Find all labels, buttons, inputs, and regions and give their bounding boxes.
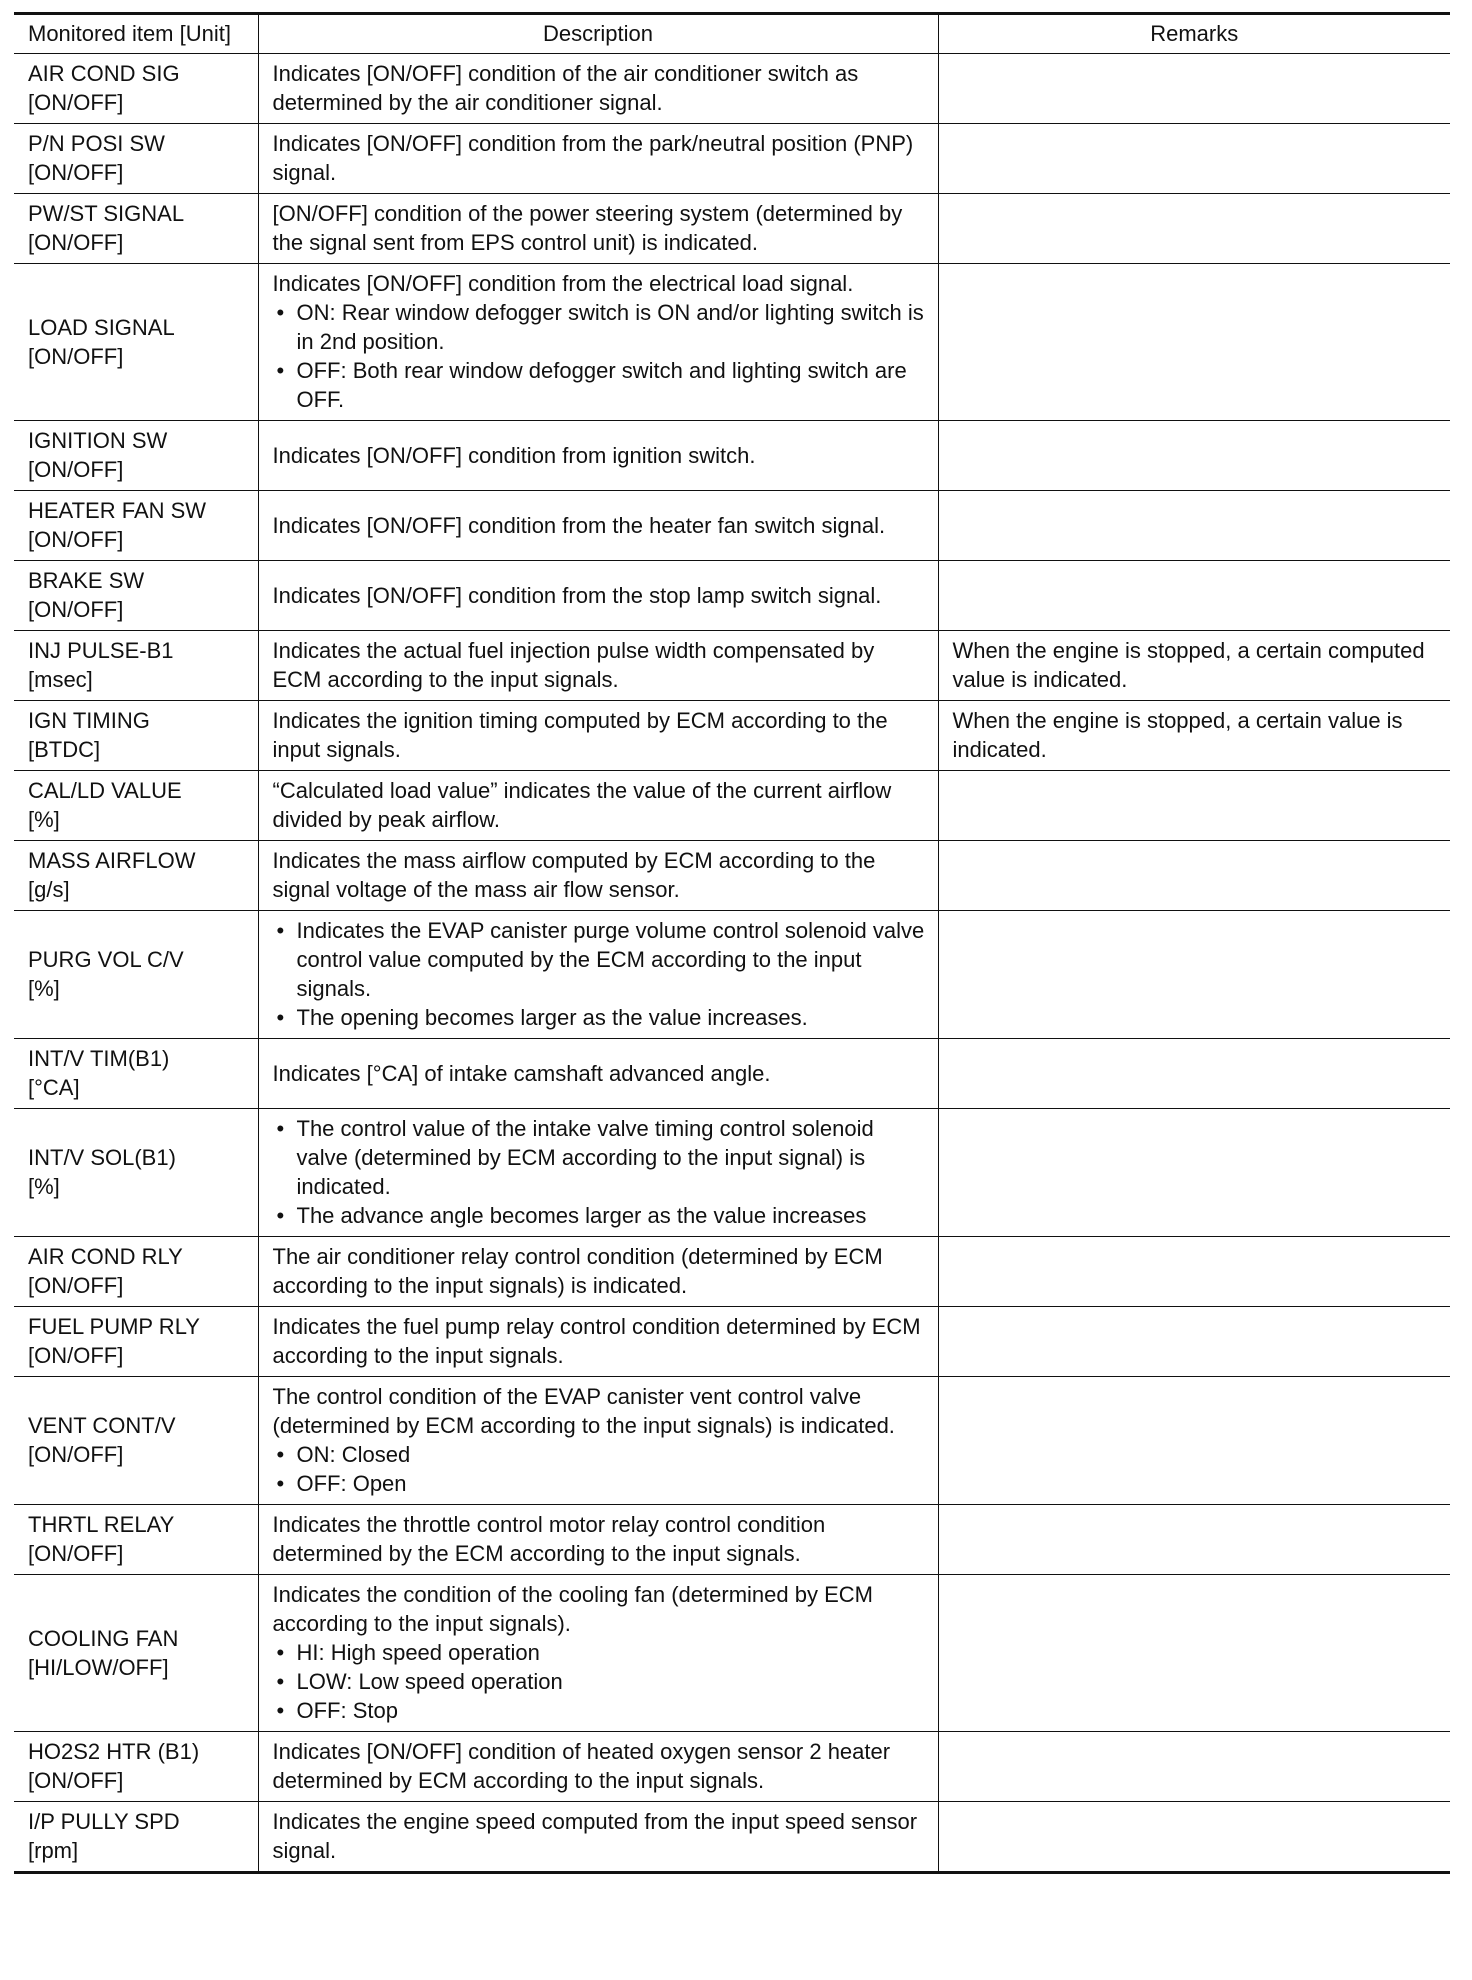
table-row [14,1505,1450,1575]
item-name: CAL/LD VALUE [28,778,182,803]
table-row [14,1802,1450,1873]
description-cell [258,421,938,491]
table-row [14,264,1450,421]
item-name: AIR COND SIG [28,61,180,86]
description-text: Indicates the engine speed computed from the input speed sensor signal. [272,1809,918,1863]
monitored-item-cell [14,421,258,491]
description-cell [258,1237,938,1307]
remarks-cell [938,264,1450,421]
item-unit: [%] [28,1174,60,1199]
table-row [14,124,1450,194]
item-name: LOAD SIGNAL [28,314,175,340]
description-text: Indicates [ON/OFF] condition from the heater fan switch signal. [272,512,886,538]
remarks-cell [938,1575,1450,1732]
item-name: FUEL PUMP RLY [28,1314,200,1339]
table-header [14,14,1450,54]
table-row [14,1575,1450,1732]
item-unit: [ON/OFF] [28,457,124,482]
item-unit: [ON/OFF] [28,230,124,255]
remarks-cell [938,771,1450,841]
description-cell [258,1039,938,1109]
monitored-item-cell [14,841,258,911]
description-text: Indicates [°CA] of intake camshaft advanced angle. [272,1060,771,1086]
monitored-item-cell [14,491,258,561]
description-text: Indicates the mass airflow computed by ECM according to the signal voltage of the mass air flow sensor. [272,848,876,902]
description-text: The air conditioner relay control condition (determined by ECM according to the input signals) is indicated. [272,1244,883,1298]
description-cell [258,561,938,631]
table-body [14,54,1450,1873]
table-row [14,54,1450,124]
item-unit: [ON/OFF] [28,1541,124,1566]
item-unit: [ON/OFF] [28,1343,124,1368]
table-row [14,491,1450,561]
item-name: I/P PULLY SPD [28,1809,180,1834]
remarks-cell [938,194,1450,264]
description-bullet: • Indicates the EVAP canister purge volume control solenoid valve control value computed by the ECM according to the input signals. [273,916,926,1003]
monitored-item-cell [14,194,258,264]
description-cell [258,911,938,1039]
monitored-item-cell [14,631,258,701]
item-name: HEATER FAN SW [28,498,207,523]
item-unit: [ON/OFF] [28,343,124,369]
description-text: Indicates [ON/OFF] condition of heated oxygen sensor 2 heater determined by ECM according to the input signals. [272,1739,891,1793]
remarks-cell [938,491,1450,561]
item-name: HO2S2 HTR (B1) [28,1739,200,1764]
description-bullet-list [273,1114,926,1230]
description-cell [258,1377,938,1505]
item-name: P/N POSI SW [28,131,165,156]
remarks-cell [938,124,1450,194]
description-bullet-list [273,1638,926,1725]
item-unit: [ON/OFF] [28,527,124,552]
monitored-item-cell [14,1039,258,1109]
monitor-table-sheet [14,12,1450,1874]
remarks-cell [938,1732,1450,1802]
monitored-item-cell [14,911,258,1039]
item-name: VENT CONT/V [28,1413,176,1438]
table-row [14,1377,1450,1505]
item-name: IGN TIMING [28,708,150,733]
description-cell [258,1307,938,1377]
item-unit: [ON/OFF] [28,160,124,185]
remarks-cell [938,1039,1450,1109]
remarks-cell [938,421,1450,491]
description-bullet: • The opening becomes larger as the value increases. [273,1003,926,1032]
description-cell [258,701,938,771]
description-cell [258,631,938,701]
header-description: Description [258,14,938,54]
item-unit: [ON/OFF] [28,1768,124,1793]
remarks-cell [938,911,1450,1039]
description-bullet: • LOW: Low speed operation [273,1667,926,1696]
table-row [14,561,1450,631]
item-name: INT/V SOL(B1) [28,1145,176,1170]
description-bullet-list [273,916,926,1032]
description-cell [258,1802,938,1873]
description-text: Indicates the condition of the cooling fan (determined by ECM according to the input signals). [272,1582,873,1636]
monitored-item-cell [14,1802,258,1873]
monitored-item-cell [14,701,258,771]
item-unit: [%] [28,807,60,832]
description-cell [258,194,938,264]
description-text: Indicates the ignition timing computed by ECM according to the input signals. [272,708,888,762]
item-name: COOLING FAN [28,1625,179,1651]
table-row [14,841,1450,911]
item-unit: [ON/OFF] [28,597,124,622]
monitored-item-cell [14,264,258,421]
description-bullet: • HI: High speed operation [273,1638,926,1667]
remarks-cell [938,1307,1450,1377]
description-cell [258,124,938,194]
table-row [14,1039,1450,1109]
monitored-item-cell [14,124,258,194]
table-row [14,1307,1450,1377]
description-text: Indicates the fuel pump relay control condition determined by ECM according to the input signals. [272,1314,921,1368]
monitored-item-cell [14,1732,258,1802]
item-name: THRTL RELAY [28,1512,175,1537]
monitored-item-cell [14,771,258,841]
remarks-cell [938,1802,1450,1873]
item-unit: [ON/OFF] [28,90,124,115]
description-cell [258,54,938,124]
remarks-cell [938,1505,1450,1575]
description-bullet: • ON: Rear window defogger switch is ON and/or lighting switch is in 2nd position. [273,298,926,356]
remarks-cell: When the engine is stopped, a certain computed value is indicated. [938,631,1450,701]
item-name: PURG VOL C/V [28,947,184,972]
table-row [14,1732,1450,1802]
description-text: Indicates [ON/OFF] condition from the electrical load signal. [272,271,854,296]
description-bullet: • The advance angle becomes larger as the value increases [273,1201,926,1230]
table-row [14,911,1450,1039]
description-cell [258,1732,938,1802]
monitored-item-cell [14,1237,258,1307]
remarks-cell [938,1109,1450,1237]
item-unit: [g/s] [28,877,70,902]
table-row [14,1109,1450,1237]
item-unit: [°CA] [28,1075,80,1100]
remarks-cell: When the engine is stopped, a certain value is indicated. [938,701,1450,771]
item-unit: [HI/LOW/OFF] [28,1654,169,1680]
header-monitored-item: Monitored item [Unit] [14,14,258,54]
description-text: Indicates [ON/OFF] condition from the stop lamp switch signal. [272,582,882,608]
monitored-item-cell [14,1109,258,1237]
description-cell [258,491,938,561]
item-unit: [BTDC] [28,737,101,762]
table-row [14,1237,1450,1307]
description-bullet: • OFF: Stop [273,1696,926,1725]
description-cell [258,264,938,421]
description-text: [ON/OFF] condition of the power steering system (determined by the signal sent from EPS control unit) is indicated. [272,201,903,255]
monitored-item-cell [14,561,258,631]
item-name: AIR COND RLY [28,1244,183,1269]
monitored-item-cell [14,1307,258,1377]
description-text: Indicates [ON/OFF] condition from ignition switch. [272,442,756,468]
item-unit: [ON/OFF] [28,1273,124,1298]
remarks-cell [938,561,1450,631]
description-bullet: • OFF: Open [273,1469,926,1498]
table-row [14,421,1450,491]
monitored-item-cell [14,1575,258,1732]
item-name: INT/V TIM(B1) [28,1046,170,1071]
description-bullet: • OFF: Both rear window defogger switch and lighting switch are OFF. [273,356,926,414]
description-text: “Calculated load value” indicates the value of the current airflow divided by peak airflow. [272,778,892,832]
item-name: MASS AIRFLOW [28,848,196,873]
item-unit: [%] [28,976,60,1001]
item-name: PW/ST SIGNAL [28,201,185,226]
description-text: The control condition of the EVAP canister vent control valve (determined by ECM according to the input signals) is indicated. [272,1384,895,1438]
table-row [14,631,1450,701]
description-text: Indicates [ON/OFF] condition from the park/neutral position (PNP) signal. [272,131,914,185]
monitored-item-cell [14,54,258,124]
monitored-item-cell [14,1377,258,1505]
item-unit: [ON/OFF] [28,1442,124,1467]
monitored-item-cell [14,1505,258,1575]
description-bullet-list [273,298,926,414]
description-bullet: • ON: Closed [273,1440,926,1469]
description-cell [258,1109,938,1237]
description-text: Indicates [ON/OFF] condition of the air conditioner switch as determined by the air conditioner signal. [272,61,859,115]
table-row [14,771,1450,841]
item-name: INJ PULSE-B1 [28,638,174,663]
table-row [14,194,1450,264]
remarks-cell [938,1377,1450,1505]
description-cell [258,841,938,911]
item-unit: [msec] [28,667,93,692]
remarks-cell [938,1237,1450,1307]
description-bullet: • The control value of the intake valve timing control solenoid valve (determined by ECM according to the input signal) is indicated. [273,1114,926,1201]
item-unit: [rpm] [28,1838,79,1863]
item-name: BRAKE SW [28,568,145,593]
table-row [14,701,1450,771]
description-bullet-list [273,1440,926,1498]
item-name: IGNITION SW [28,428,168,453]
monitor-item-table [14,12,1450,1874]
description-text: Indicates the throttle control motor relay control condition determined by the ECM according to the input signals. [272,1512,826,1566]
description-cell [258,1505,938,1575]
description-text: Indicates the actual fuel injection pulse width compensated by ECM according to the input signals. [272,638,875,692]
remarks-cell [938,54,1450,124]
remarks-cell [938,841,1450,911]
description-cell [258,771,938,841]
description-cell [258,1575,938,1732]
header-remarks: Remarks [938,14,1450,54]
header-row [14,14,1450,54]
